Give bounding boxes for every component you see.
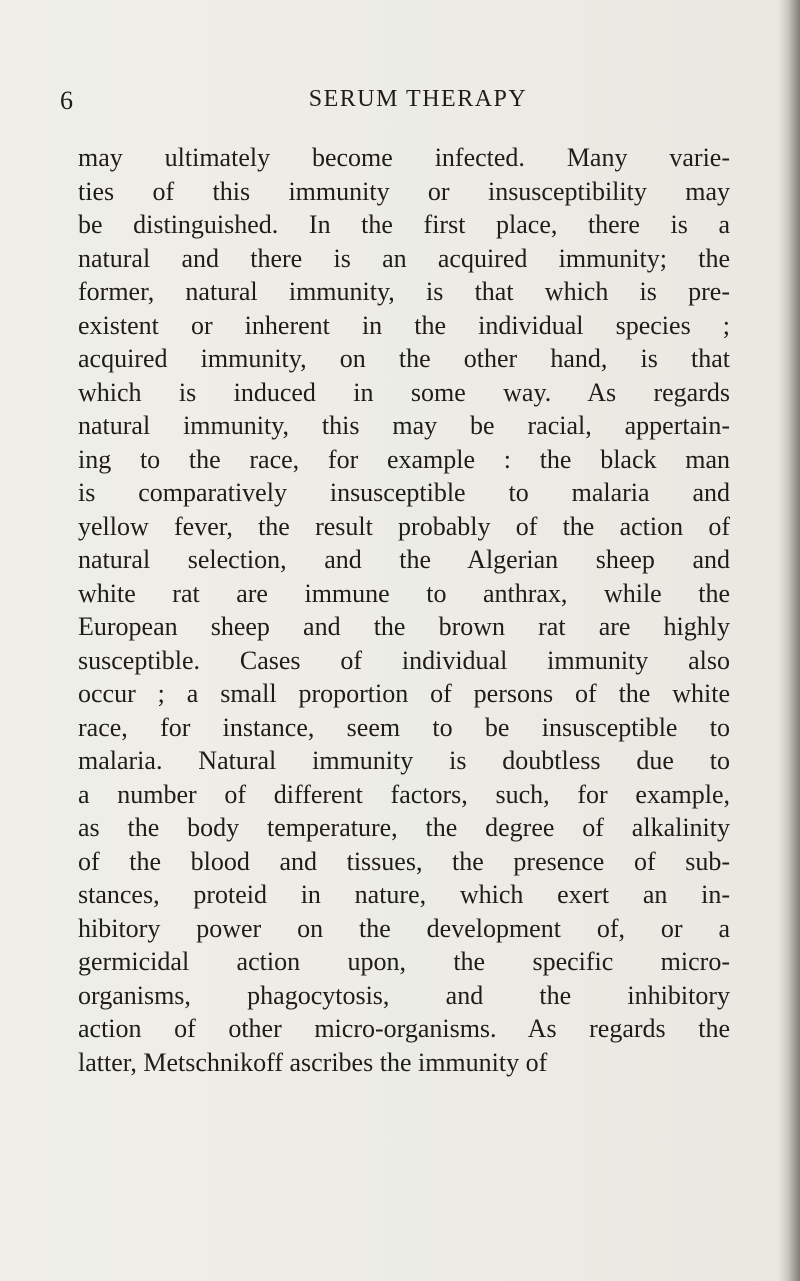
- running-head: SERUM THERAPY: [308, 86, 528, 112]
- text-line: of the blood and tissues, the presence of sub-: [78, 846, 730, 876]
- text-line: be distinguished. In the first place, there is a: [78, 210, 730, 239]
- body-text: [78, 141, 730, 1079]
- text-line: existent or inherent in the individual species ;: [78, 310, 730, 340]
- page-header: [60, 86, 740, 126]
- text-line: acquired immunity, on the other hand, is that: [78, 344, 730, 373]
- text-line: latter, Metschnikoff ascribes the immunity of: [78, 1047, 548, 1077]
- text-line: a number of different factors, such, for example,: [78, 779, 730, 809]
- text-line: natural immunity, this may be racial, appertain-: [78, 411, 730, 440]
- text-line: organisms, phagocytosis, and the inhibitory: [78, 980, 730, 1010]
- text-line: stances, proteid in nature, which exert an in-: [78, 880, 730, 909]
- text-line: malaria. Natural immunity is doubtless due to: [78, 746, 730, 775]
- text-line: hibitory power on the development of, or a: [78, 913, 730, 943]
- text-line: natural and there is an acquired immunity; the: [78, 243, 730, 273]
- text-line: natural selection, and the Algerian sheep and: [78, 545, 730, 574]
- text-line: race, for instance, seem to be insusceptible to: [78, 712, 730, 742]
- text-line: ties of this immunity or insusceptibility may: [78, 176, 730, 206]
- text-line: yellow fever, the result probably of the action of: [78, 511, 730, 541]
- page-number: 6: [60, 86, 74, 115]
- text-line: action of other micro-organisms. As regards the: [78, 1014, 730, 1043]
- text-line: which is induced in some way. As regards: [78, 377, 730, 407]
- text-line: is comparatively insusceptible to malaria and: [78, 478, 730, 507]
- text-line: white rat are immune to anthrax, while the: [78, 578, 730, 608]
- text-line: as the body temperature, the degree of alkalinity: [78, 813, 730, 842]
- text-line: occur ; a small proportion of persons of the white: [78, 679, 730, 708]
- text-line: European sheep and the brown rat are highly: [78, 612, 730, 641]
- text-line: susceptible. Cases of individual immunity also: [78, 645, 730, 675]
- text-line: former, natural immunity, is that which is pre-: [78, 277, 730, 306]
- text-line: ing to the race, for example : the black man: [78, 444, 730, 474]
- text-line: may ultimately become infected. Many varie-: [78, 143, 730, 172]
- page-edge-shadow: [778, 0, 800, 1281]
- text-line: germicidal action upon, the specific micro-: [78, 947, 730, 976]
